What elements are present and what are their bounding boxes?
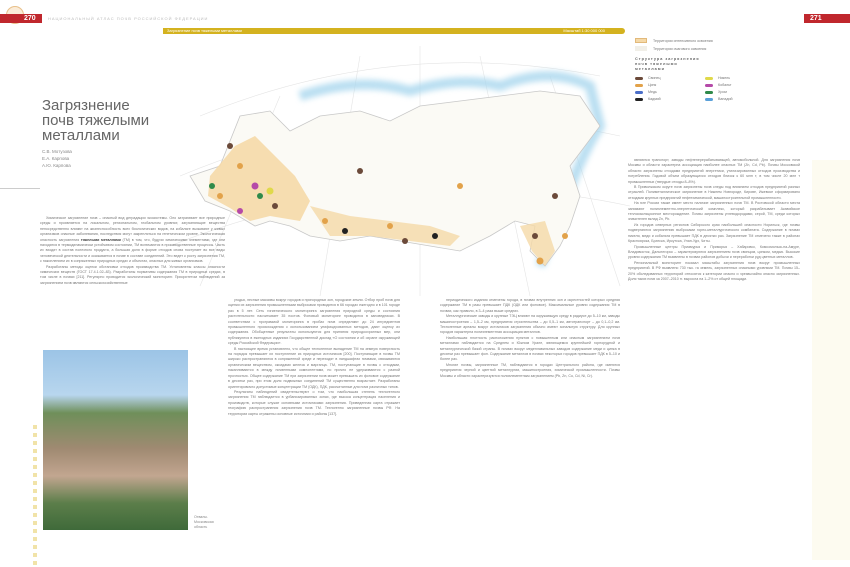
map-title: Загрязнение почв тяжелыми металлами [167, 28, 242, 33]
paragraph: Многие почвы, загрязненные ТМ, наблюдаются в городах Центрального района, где имеются предприятия черной и цветной металлургии, машиностроения, химической промышленности. Почвы Москвы и области характеризуются полиэлементным загрязнением (Pb, Zn, Cu, Cd, Ni, Cr). [440, 362, 620, 378]
soil-contamination-map [160, 36, 630, 296]
paragraph: Разработаны методы оценки обстановки отходов производства ТМ. Установлены классы опасности химических веществ (ГОСТ 17.4.1.02–83). Разработаны нормативы содержания ТМ в природных средах, в том числе в почвах [211]. Регулярно проводится экологический мониторинг. Приоритетом наблюдений за загрязнением почв являются сельскохозяйственные [40, 264, 225, 285]
metal-label: Кадмий [648, 97, 661, 101]
metal-legend-item [705, 76, 775, 80]
decorative-strip [33, 425, 37, 565]
left-page-number: 270 [0, 14, 42, 23]
metal-label: Никель [718, 76, 731, 80]
landscape-photo [43, 350, 188, 530]
metal-pin-icon [635, 77, 643, 80]
metal-pin-icon [705, 77, 713, 80]
paragraph: Химическое загрязнение почв – опасный вид деградации экосистемы. Оно затрагивает все природные среды и проявляется на локальном, региональном, глобальном уровнях; загрязняющие вещества непосредственно влияют на жизнеспособность всех биологических видов, на кобальте вызывают у живых организмов опасные заболевания, последствия могут закрепляться на генетическом уровне. Экологическая опасность загрязнения [40, 216, 225, 242]
map-scale: Масштаб 1:30 000 000 [563, 28, 605, 33]
legend-item [635, 46, 775, 51]
metal-pin-icon [635, 84, 643, 87]
paragraph: угодья, лесные массивы вокруг городов и пригородных зон, городские земли. Отбор проб почв для оценки их загрязнения промышленными выбросами проводится в 66 городах ежегодно и в 101 городе раз в 5 лет. Сеть гигиенического мониторинга загрязнения природной среды и состояния растительности насчитывает 35 постов. Фоновый мониторинг проводится в заповедниках. В соответствии с программой мониторинга в пробах почв определяют до 24 ингредиентов промышленного происхождения с использованием унифицированных методов, дают оценку их содержания. Обобщенные результаты используются для принятия природоохранных мер, они публикуются в ежегодных изданиях Государственной доклад «О состоянии и об охране окружающей среды Российской Федерации». [228, 298, 400, 346]
metal-pin-icon [635, 98, 643, 101]
metal-label: Хром [718, 90, 727, 94]
paragraph: Металлургические заводы и крупные ТЭЦ влияют на окружающую среду в радиусе до 5–10 км, заводы машиностроения – 1,5–2 км, предприятия строительства – до 0,5–1 км, автотранспорт – до 0,1–0,2 км. Техногенные ареалы вокруг источников загрязнения обычно имеют зональную структуру. Для крупных городов характерна полиэлементная ассоциация металлов. [440, 314, 620, 335]
margin-strip [812, 160, 850, 560]
metal-label: Кобальт [718, 83, 732, 87]
photo-caption: Отвалы. Московская область [194, 515, 214, 529]
paragraph: На юге России также имеет место наличие загрязненных почв ТМ. В Ростовской области места занимают полиэлементно-энергетический комплекс, который разрабатывает Акавийское теплоизоляционное месторождение. Почвы загрязнены углеводородами, серой, ТМ, среди которых значителен вклад Zn, Pb. [628, 201, 800, 222]
author: С.В. Мотузова [42, 149, 72, 154]
authors [42, 148, 157, 169]
metal-legend-item [705, 83, 775, 87]
paragraph: Региональный мониторинг показал масштабы загрязнения почв вокруг промышленных предприятий. В РФ выявлено 730 тыс. га земель, загрязненных опасными уровнями ТМ. Почвы 15–20% обследованных территорий относятся к категории опасно и чрезвычайно опасно загрязненных. Доля таких почв за 2007–2010 гг. выросла на 1–2% от общей площади. [628, 260, 800, 281]
text-column-2 [228, 298, 400, 417]
metal-pin-icon [705, 84, 713, 87]
bold-term: тяжелыми металлами [80, 237, 121, 242]
metal-pin-icon [705, 91, 713, 94]
paragraph: В Приволжском округе почв загрязнены почв следы под влиянием отходов предприятий разных отраслей. Полиметаллическое загрязнение в Нижнем Новгороде, Кирове, Ижевске сформировано отходами крупных предприятий нефтехимической, машиностроительной промышленности. [628, 185, 800, 200]
metal-legend-item [635, 90, 705, 94]
legend-item [635, 38, 775, 43]
metal-pin-icon [635, 91, 643, 94]
metal-legend-item [705, 90, 775, 94]
metal-legend-item [635, 83, 705, 87]
metal-label: Ванадий [718, 97, 733, 101]
legend-label: Территории интенсивного освоения [653, 38, 713, 43]
article-heading [42, 98, 157, 169]
paragraph: В настоящее время установлено, что общее техногенное выпадение ТМ на земную поверхность на порядок превышает их поступление из природных источников [200]. Поступающие в почвы ТМ широко распространяются в сопряженной среде и переходят в ландшафтах почвами, связываются органическим веществом, оксидами железа и марганца. ТМ, поступающие в почвы с отходами, накапливаются в между почвенными компонентами, но прочно не удерживаются с разной прочностью. Общее содержание ТМ при загрязнении почв может превышать их фоновое содержание в десятки раз, при этом доля подвижных соединений ТМ существенно возрастает. Разработаны ориентировочно допустимые концентрации ТМ (ОДК), ПДК, рассчитанные для почв различных типов. [228, 346, 400, 389]
author: А.Ю. Карпова [42, 163, 71, 168]
metal-legend [635, 76, 775, 101]
paragraph: Промышленные центры Приамурья и Приморья – Хабаровск, Комсомольск-на-Амуре, Владивосток, Дальнегорск – характеризуются загрязнением почв свинцом, цинком, медью. Высокие уровни содержания ТМ выявлены в почвах районов добычи и переработки руд цветных металлов. [628, 244, 800, 260]
paragraph: периодического издания отмечены города, в почвах внутренних зон и окрестностей которых средняя содержание ТМ в разы превышает ПДК (ОДК или фоновое). Максимальные уровни содержания ТМ в почвах, как правило, в 3–4 раза выше средних. [440, 298, 620, 313]
author: Е.А. Карпова [42, 156, 70, 161]
map-legend [635, 38, 775, 101]
right-page-number: 271 [804, 14, 850, 23]
paragraph: (ТМ) в том, что, будучи химическими элементами, где они находятся в термодинамически устойчивом состоянии, ТМ включаются в производственные процессы. Часть их входит в состав полезного продукта, а большая доля в форме отходов снова поступает во все виды человеческой деятельности и оказывается в почве в составе соединений. Это ведет к росту загрязнения ТМ, с накоплением их в сопряженных природных средах и объектах, опасных для живых организмов. [40, 237, 225, 264]
metal-legend-item [635, 97, 705, 101]
running-head: НАЦИОНАЛЬНЫЙ АТЛАС ПОЧВ РОССИЙСКОЙ ФЕДЕРАЦИИ [48, 16, 209, 21]
swatch-intensive [635, 38, 647, 43]
text-column-3 [440, 298, 620, 379]
divider [0, 188, 40, 189]
article-title: Загрязнение почв тяжелыми металлами [42, 97, 150, 144]
map-title-band [163, 28, 625, 34]
metal-label: Цинк [648, 83, 657, 87]
metal-legend-item [635, 76, 705, 80]
metal-pin-icon [705, 98, 713, 101]
legend-label: Территории очагового освоения [653, 46, 707, 51]
paragraph: Результаты наблюдений свидетельствуют о том, что наибольшая степень техногенного загрязнения ТМ наблюдается в урбанизированных зонах, где высока концентрация населения и производств, которые служат основными источниками загрязнения. Приведенная карта отражает географию распространения загрязнения почв ТМ. Техногенно загрязненные почвы РФ. На территории карты отражены основные источники и районы [137]. [228, 389, 400, 416]
metal-label: Свинец [648, 76, 661, 80]
swatch-focal [635, 46, 647, 51]
metal-legend-item [705, 97, 775, 101]
text-column-4 [628, 158, 800, 282]
paragraph: являются транспорт, заводы нефтеперерабатывающей, автомобильной. Для загрязнения почв Москвы и области характерна ассоциация наиболее опасных ТМ (Zn, Cd, Pb). Почвы Московской области загрязнены отходами предприятий энергетики, утилизированных отходов производства и потребления. Годовой объем образующихся отходов близок к 60 млн т, в том числе 20 млн т промышленных (твердые отходы 8–8%). [628, 158, 800, 184]
text-column-1 [40, 216, 225, 286]
paragraph: Из городов северных регионов Сибирского края наибольшей опасности Норильск, где почвы подвергаются загрязнению выбросами горно-металлургического комбината. Содержание в почвах никеля, меди и кобальта превышает ПДК в десятки раз. Загрязнение ТМ отмечено также в районах Красноярска, Братска, Иркутска, Улан-Удэ, Читы. [628, 222, 800, 244]
legend-metals-title: Структура загрязнения почв тяжелыми металлами [635, 57, 700, 71]
paragraph: Наибольшая плотность расположения пунктов с повышенным или опасным загрязнением почв металлами наблюдается на Среднем и Южном Урале, являющемся крупнейшей горнорудной и металлургической базой страны. В почвах вокруг медеплавильных заводов содержание меди и цинка в десятки раз превышает фон. Содержание металлов в почвах некоторых городов превышает ПДК в 5–10 и более раз. [440, 335, 620, 362]
metal-label: Медь [648, 90, 657, 94]
